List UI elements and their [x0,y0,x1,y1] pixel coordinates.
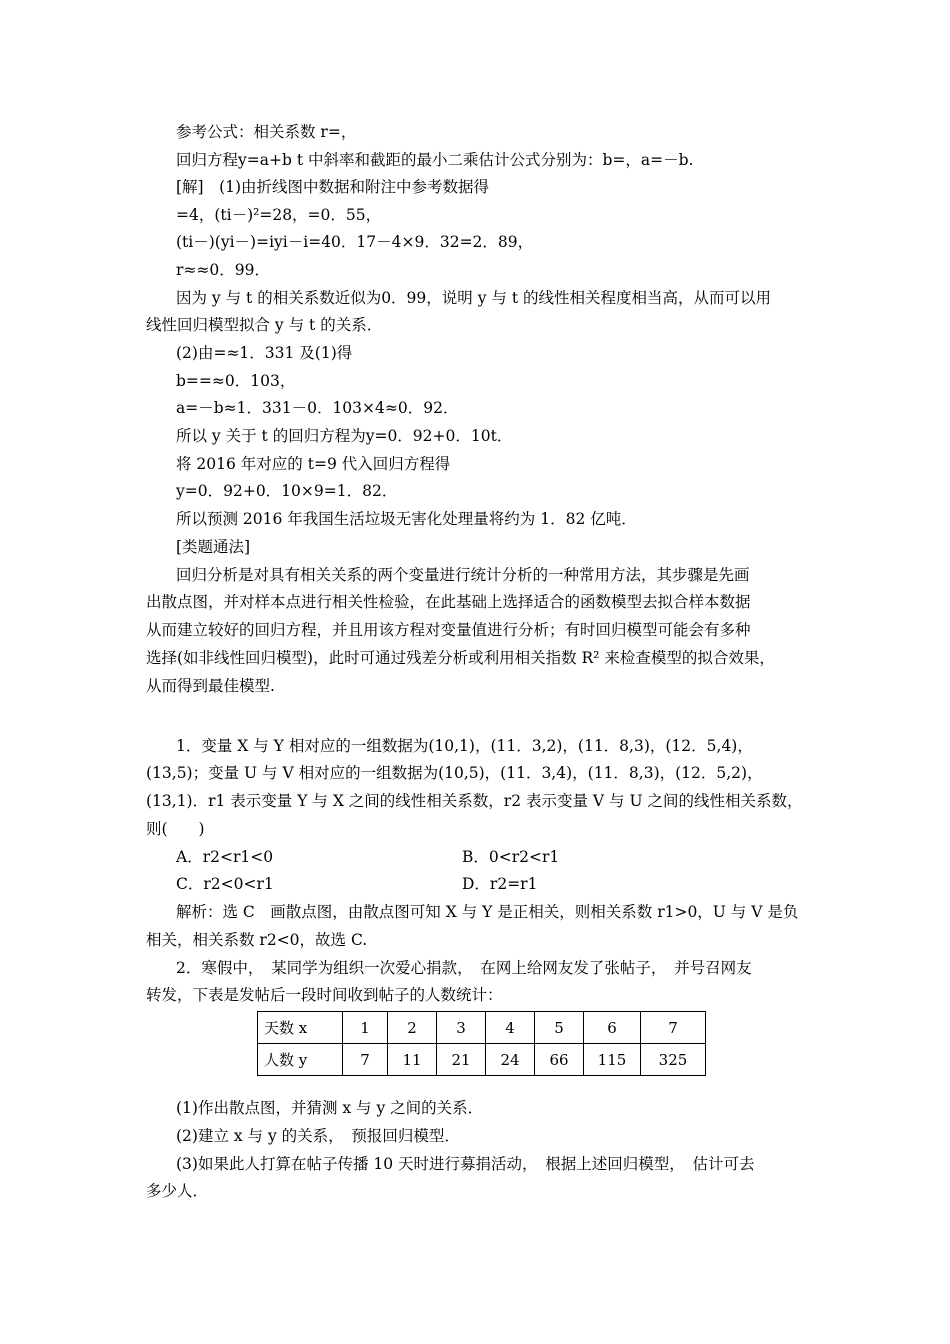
conclusion-line: 所以预测 2016 年我国生活垃圾无害化处理量将约为 1．82 亿吨． [176,510,637,528]
table-cell: 人数 y [258,1044,343,1076]
solution-heading: [解] (1)由折线图中数据和附注中参考数据得 [176,178,490,196]
q2-line-2: 转发，下表是发帖后一段时间收到帖子的人数统计： [146,986,503,1004]
q1-line-4: 则( ) [146,820,205,838]
table-cell: 7 [343,1044,388,1076]
part2-heading: (2)由=≈1．331 及(1)得 [176,344,353,362]
q2-sub-3a: (3)如果此人打算在帖子传播 10 天时进行募捐活动， 根据上述回归模型， 估计可去 [176,1155,755,1173]
regression-equation: 所以 y 关于 t 的回归方程为y=0．92+0．10t． [176,427,513,445]
q1-line-1: 1．变量 X 与 Y 相对应的一组数据为(10,1)，(11．3,2)，(11．8,3)，(12．5,4)， [176,737,753,755]
table-row [258,1012,706,1044]
method-line-2: 出散点图，并对样本点进行相关性检验，在此基础上选择适合的函数模型去拟合样本数据 [146,593,751,611]
result-line: y=0．92+0．10×9=1．82． [176,482,398,500]
q2-sub-1: (1)作出散点图，并猜测 x 与 y 之间的关系． [176,1099,484,1117]
table-cell: 6 [584,1012,641,1044]
table-cell: 11 [388,1044,437,1076]
table-cell: 2 [388,1012,437,1044]
q1-line-2: (13,5)；变量 U 与 V 相对应的一组数据为(10,5)，(11．3,4)，(11．8,3)，(12．5,2)， [146,764,763,782]
substitution-line: 将 2016 年对应的 t=9 代入回归方程得 [176,455,451,473]
q1-option-d: D．r2=r1 [462,875,538,893]
q1-option-c: C．r2<0<r1 [176,875,274,893]
q1-line-3: (13,1)．r1 表示变量 Y 与 X 之间的线性相关系数，r2 表示变量 V 与 U 之间的线性相关系数， [146,792,803,810]
table-row [258,1044,706,1076]
q1-option-b: B．0<r2<r1 [462,848,560,866]
table-cell: 天数 x [258,1012,343,1044]
q2-line-1: 2．寒假中， 某同学为组织一次爱心捐款， 在网上给网友发了张帖子， 并号召网友 [176,959,752,977]
table-cell: 4 [486,1012,535,1044]
calc-line-1: =4，(ti－)²=28，=0．55， [176,206,382,224]
calc-line-2: (ti－)(yi－)=iyi－i=40．17－4×9．32=2．89， [176,233,534,251]
method-line-3: 从而建立较好的回归方程，并且用该方程对变量值进行分析；有时回归模型可能会有多种 [146,621,751,639]
table-cell: 24 [486,1044,535,1076]
table-cell: 1 [343,1012,388,1044]
q1-analysis-2: 相关，相关系数 r2<0，故选 C. [146,931,368,949]
method-line-4: 选择(如非线性回归模型)，此时可通过残差分析或利用相关指数 R² 来检查模型的拟合效果， [146,649,775,667]
method-line-5: 从而得到最佳模型. [146,677,275,695]
table-cell: 21 [437,1044,486,1076]
explanation-line-2: 线性回归模型拟合 y 与 t 的关系． [146,316,383,334]
slope-calc: b==≈0．103， [176,372,296,390]
method-heading: [类题通法] [176,538,251,556]
q1-option-a: A．r2<r1<0 [176,848,274,866]
formula-reference: 参考公式：相关系数 r=， [176,123,357,141]
q1-analysis-1: 解析：选 C 画散点图，由散点图可知 X 与 Y 是正相关，则相关系数 r1>0，U 与 V 是负 [176,903,799,921]
regression-formula: 回归方程y=a+b t 中斜率和截距的最小二乘估计公式分别为：b=，a=－b. [176,151,694,169]
q2-sub-2: (2)建立 x 与 y 的关系， 预报回归模型． [176,1127,460,1145]
q2-sub-3b: 多少人． [146,1182,209,1200]
data-table [257,1011,706,1076]
method-line-1: 回归分析是对具有相关关系的两个变量进行统计分析的一种常用方法，其步骤是先画 [176,566,750,584]
table-cell: 115 [584,1044,641,1076]
table-cell: 66 [535,1044,584,1076]
explanation-line-1: 因为 y 与 t 的相关系数近似为0．99，说明 y 与 t 的线性相关程度相当高，从而可以用 [176,289,771,307]
intercept-calc: a=－b≈1．331－0．103×4≈0．92． [176,399,459,417]
table-cell: 5 [535,1012,584,1044]
table-cell: 325 [641,1044,706,1076]
table-cell: 7 [641,1012,706,1044]
table-cell: 3 [437,1012,486,1044]
calc-line-3: r≈≈0．99． [176,261,270,279]
